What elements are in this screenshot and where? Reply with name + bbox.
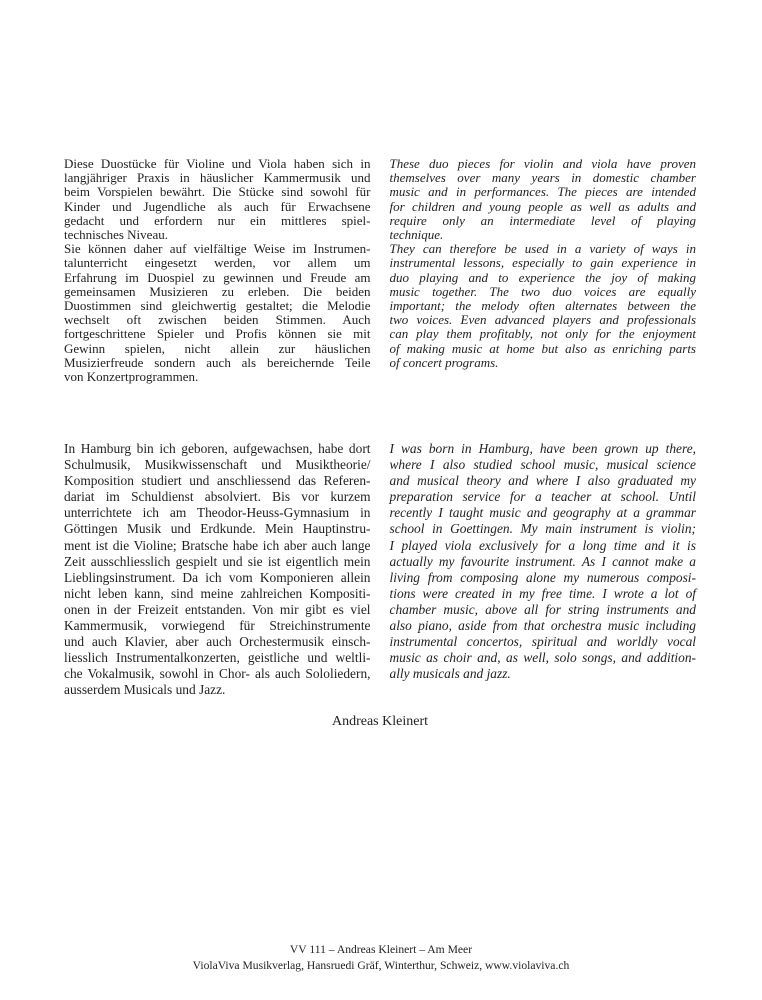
text-line: technique. <box>389 227 444 243</box>
text-line: These duo pieces for violin and viola have proven <box>389 156 696 171</box>
text-line: von Konzertprogrammen. <box>64 369 199 385</box>
text-line: onen in der Freizeit entstanden. Von mir gibt es viel <box>64 601 371 617</box>
text-line: Schulmusik, Musikwissenschaft und Musiktheorie/ <box>64 457 371 473</box>
biography-section <box>64 441 696 699</box>
text-line: unterrichtete ich am Theodor-Heuss-Gymnasium in <box>64 505 371 521</box>
text-line: Lieblingsinstrument. Da ich vom Komponieren allein <box>64 569 371 585</box>
text-line: Gewinn spielen, nicht allein zur häuslichen <box>64 340 371 356</box>
text-line: Musizierfreude sondern auch als bereichernde Teile <box>64 354 371 370</box>
text-line: require only an intermediate level of playing <box>389 212 696 228</box>
text-line: for children and young people as well as adults and <box>389 198 696 214</box>
text-line: recently I taught music and geography at a grammar <box>389 505 696 521</box>
text-line: I played viola exclusively for a long time and it is <box>389 537 696 553</box>
text-line: ally musicals and jazz. <box>389 666 511 682</box>
text-line: und auch Klavier, aber auch Orchestermusik einsch- <box>64 634 371 650</box>
text-line: gedacht und erfordern nur ein mittleres spiel- <box>64 212 371 228</box>
text-line: liesslich Instrumentalkonzerten, geistliche und weltli- <box>64 650 371 666</box>
text-line: where I also studied school music, musical science <box>389 457 696 473</box>
paragraph <box>64 242 371 384</box>
paragraph <box>390 157 697 242</box>
text-line: also piano, aside from that orchestra music including <box>389 618 696 634</box>
text-line: Diese Duostücke für Violine und Viola haben sich in <box>64 156 371 171</box>
text-line: langjähriger Praxis in häuslicher Kammermusik und <box>64 170 371 186</box>
page-footer <box>0 942 762 973</box>
text-line: wechselt oft zwischen beiden Stimmen. Auch <box>64 312 371 328</box>
text-line: Duostimmen sind gleichwertig gestaltet; die Melodie <box>64 298 371 314</box>
text-line: Erfahrung im Duospiel zu gewinnen und Freude am <box>64 269 371 285</box>
text-line: che Vokalmusik, sowohl in Chor- als auch Sololiedern, <box>64 666 371 682</box>
text-line: music and in performances. The pieces are intended <box>389 184 696 200</box>
text-line: Sie können daher auf vielfältige Weise im Instrumen- <box>64 241 371 257</box>
intro-english-column <box>390 157 697 384</box>
text-line: living from composing alone my numerous composi- <box>389 569 696 585</box>
text-line: In Hamburg bin ich geboren, aufgewachsen, habe dort <box>64 441 371 456</box>
footer-publisher-line: ViolaViva Musikverlag, Hansruedi Gräf, Winterthur, Schweiz, www.violaviva.ch <box>192 958 570 972</box>
text-line: of making music at home but also as enriching parts <box>389 340 696 356</box>
text-line: ausserdem Musicals und Jazz. <box>64 682 226 698</box>
text-line: They can therefore be used in a variety of ways in <box>389 241 696 257</box>
text-line: beim Vorspielen bewährt. Die Stücke sind sowohl für <box>64 184 371 200</box>
text-line: Zeit ausschliesslich gespielt und sie ist eigentlich mein <box>64 553 371 569</box>
text-line: chamber music, above all for string instruments and <box>389 601 696 617</box>
footer-edition-line: VV 111 – Andreas Kleinert – Am Meer <box>289 943 473 956</box>
text-line: instrumental concertos, spiritual and worldly vocal <box>389 634 696 650</box>
text-line: of concert programs. <box>389 354 499 370</box>
author-signature: Andreas Kleinert <box>331 714 429 729</box>
text-line: duo playing and to experience the joy of making <box>389 269 696 285</box>
text-line: music as choir and, as well, solo songs, and addition- <box>389 650 696 666</box>
text-line: fortgeschrittene Spieler und Profis können sie mit <box>64 326 371 342</box>
paragraph <box>64 157 371 242</box>
text-line: actually my favourite instrument. As I cannot make a <box>389 553 696 569</box>
text-line: gemeinsamen Musizieren zu erleben. Die beiden <box>64 283 371 299</box>
text-line: dariat im Schuldienst absolviert. Bis vor kurzem <box>64 489 371 505</box>
text-line: and musical theory and where I also graduated my <box>389 473 696 489</box>
text-line: Komposition studiert und anschliessend das Referen- <box>64 473 371 489</box>
text-line: I was born in Hamburg, have been grown up there, <box>389 441 696 456</box>
text-line: themselves over many years in domestic chamber <box>389 170 696 186</box>
text-line: Kammermusik, vorwiegend für Streichinstrumente <box>64 618 371 634</box>
text-line: two voices. Even advanced players and professionals <box>389 312 696 328</box>
text-line: tions were created in my free time. I wrote a lot of <box>389 585 696 601</box>
text-line: can play them profitably, not only for the enjoyment <box>389 326 696 342</box>
text-line: talunterricht eingesetzt werden, vor allem um <box>64 255 371 271</box>
biography-german-column <box>64 441 371 699</box>
text-line: music together. The two duo voices are equally <box>389 283 696 299</box>
paragraph <box>390 242 697 370</box>
text-line: important; the melody often alternates between the <box>389 298 696 314</box>
text-line: nicht leben kann, sind meine zahlreichen Kompositi- <box>64 585 371 601</box>
text-line: technisches Niveau. <box>64 227 168 243</box>
intro-section <box>64 157 696 384</box>
biography-english-column <box>390 441 697 699</box>
text-line: ment ist die Violine; Bratsche habe ich aber auch lange <box>64 537 371 553</box>
intro-german-column <box>64 157 371 384</box>
text-line: preparation service for a teacher at school. Until <box>389 489 696 505</box>
text-line: school in Goettingen. My main instrument is violin; <box>389 521 696 537</box>
paragraph <box>390 441 697 682</box>
text-line: instrumental lessons, especially to gain experience in <box>389 255 696 271</box>
paragraph <box>64 441 371 699</box>
text-line: Kinder und Jugendliche als auch für Erwachsene <box>64 198 371 214</box>
text-line: Göttingen Musik und Erdkunde. Mein Hauptinstru- <box>64 521 371 537</box>
